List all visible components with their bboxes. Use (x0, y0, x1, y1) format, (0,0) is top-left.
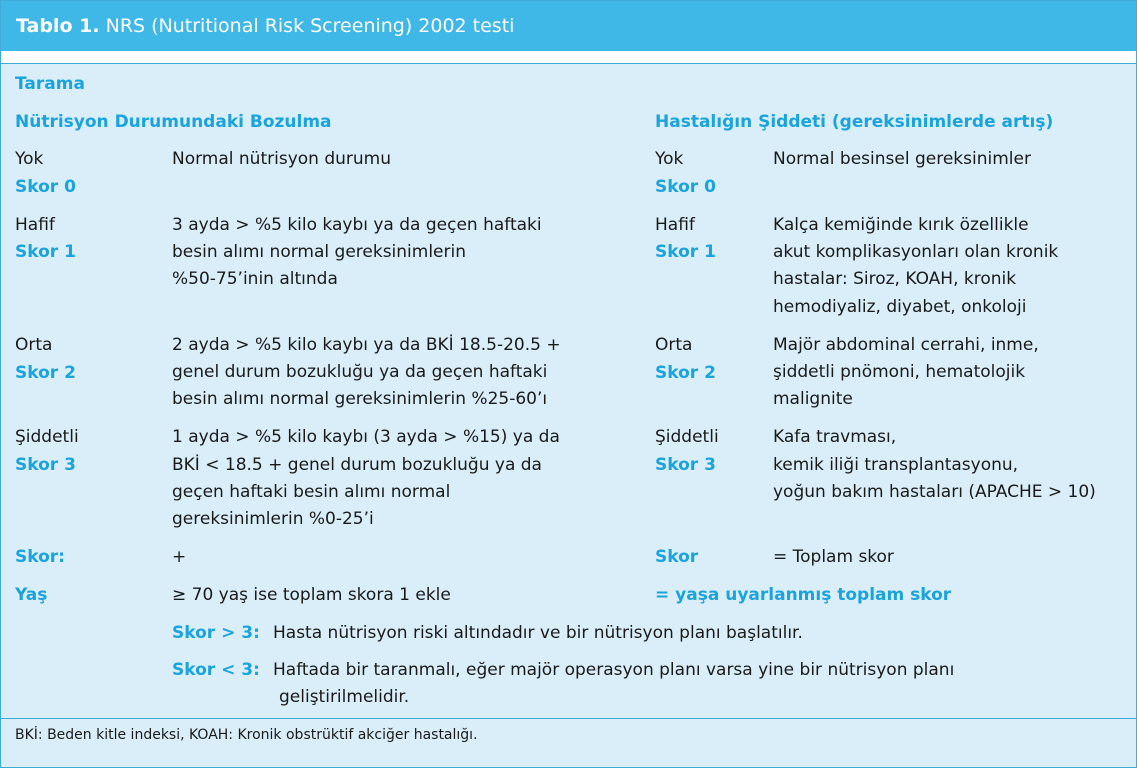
left-row-text: gereksinimlerin %0-25’i (172, 509, 374, 529)
skor-right-label: Skor (655, 547, 699, 567)
left-row-text: 1 ayda > %5 kilo kaybı (3 ayda > %15) ya da (172, 427, 560, 447)
outcome-gt3-label: Skor > 3: (172, 623, 260, 643)
right-row-text: Kafa travması, (773, 427, 897, 447)
left-row-text: 2 ayda > %5 kilo kaybı ya da BKİ 18.5-20.5 + (172, 335, 561, 355)
right-level-label: Orta (655, 335, 693, 355)
right-level-label: Hafif (655, 215, 695, 235)
left-row-text: genel durum bozukluğu ya da geçen haftaki (172, 362, 548, 382)
right-score-label: Skor 1 (655, 242, 716, 262)
skor-label: Skor: (15, 547, 65, 567)
left-score-label: Skor 2 (15, 363, 76, 383)
right-row-text: Normal besinsel gereksinimler (773, 149, 1031, 169)
plus-sign: + (172, 547, 187, 567)
right-row-text: Majör abdominal cerrahi, inme, (773, 335, 1039, 355)
left-level-label: Hafif (15, 215, 55, 235)
outcome-gt3-text: Hasta nütrisyon riski altındadır ve bir nütrisyon planı başlatılır. (273, 623, 803, 643)
left-row-text: besin alımı normal gereksinimlerin %25-60’ı (172, 389, 548, 409)
left-score-label: Skor 1 (15, 242, 76, 262)
left-row-text: geçen haftaki besin alımı normal (172, 482, 451, 502)
table-label: Tablo 1. (16, 15, 100, 37)
total-score-text: = Toplam skor (773, 547, 894, 567)
left-score-label: Skor 0 (15, 177, 76, 197)
right-row-text: hastalar: Siroz, KOAH, kronik (773, 269, 1017, 289)
table-title-text: NRS (Nutritional Risk Screening) 2002 testi (105, 15, 515, 37)
table-footnote: BKİ: Beden kitle indeksi, KOAH: Kronik obstrüktif akciğer hastalığı. (15, 727, 478, 743)
outcome-lt3-text: Haftada bir taranmalı, eğer majör operasyon planı varsa yine bir nütrisyon planı (273, 660, 955, 680)
left-row-text: %50-75’inin altında (172, 269, 338, 289)
right-row-text: yoğun bakım hastaları (APACHE > 10) (773, 482, 1096, 502)
right-column-heading: Hastalığın Şiddeti (gereksinimlerde artış) (655, 112, 1054, 132)
age-adjusted-score: = yaşa uyarlanmış toplam skor (655, 585, 952, 605)
left-level-label: Şiddetli (15, 427, 79, 447)
outcome-lt3-label: Skor < 3: (172, 660, 260, 680)
outcome-lt3-text: geliştirilmelidir. (279, 687, 410, 707)
right-row-text: şiddetli pnömoni, hematolojik (773, 362, 1026, 382)
left-level-label: Yok (15, 149, 44, 169)
right-row-text: malignite (773, 389, 853, 409)
left-column-heading: Nütrisyon Durumundaki Bozulma (15, 112, 332, 132)
right-score-label: Skor 2 (655, 363, 716, 383)
age-text: ≥ 70 yaş ise toplam skora 1 ekle (172, 585, 451, 605)
left-row-text: Normal nütrisyon durumu (172, 149, 391, 169)
left-row-text: besin alımı normal gereksinimlerin (172, 242, 467, 262)
right-row-text: Kalça kemiğinde kırık özellikle (773, 215, 1029, 235)
right-row-text: hemodiyaliz, diyabet, onkoloji (773, 297, 1027, 317)
left-score-label: Skor 3 (15, 455, 76, 475)
right-row-text: kemik iliği transplantasyonu, (773, 455, 1019, 475)
right-level-label: Şiddetli (655, 427, 719, 447)
left-level-label: Orta (15, 335, 53, 355)
table-title (1, 1, 1136, 51)
age-label: Yaş (15, 585, 48, 605)
left-row-text: BKİ < 18.5 + genel durum bozukluğu ya da (172, 455, 542, 475)
right-level-label: Yok (655, 149, 684, 169)
right-score-label: Skor 0 (655, 177, 716, 197)
title-separator (1, 51, 1136, 63)
left-row-text: 3 ayda > %5 kilo kaybı ya da geçen haftaki (172, 215, 542, 235)
right-row-text: akut komplikasyonları olan kronik (773, 242, 1059, 262)
tarama-heading: Tarama (15, 74, 85, 94)
right-score-label: Skor 3 (655, 455, 716, 475)
